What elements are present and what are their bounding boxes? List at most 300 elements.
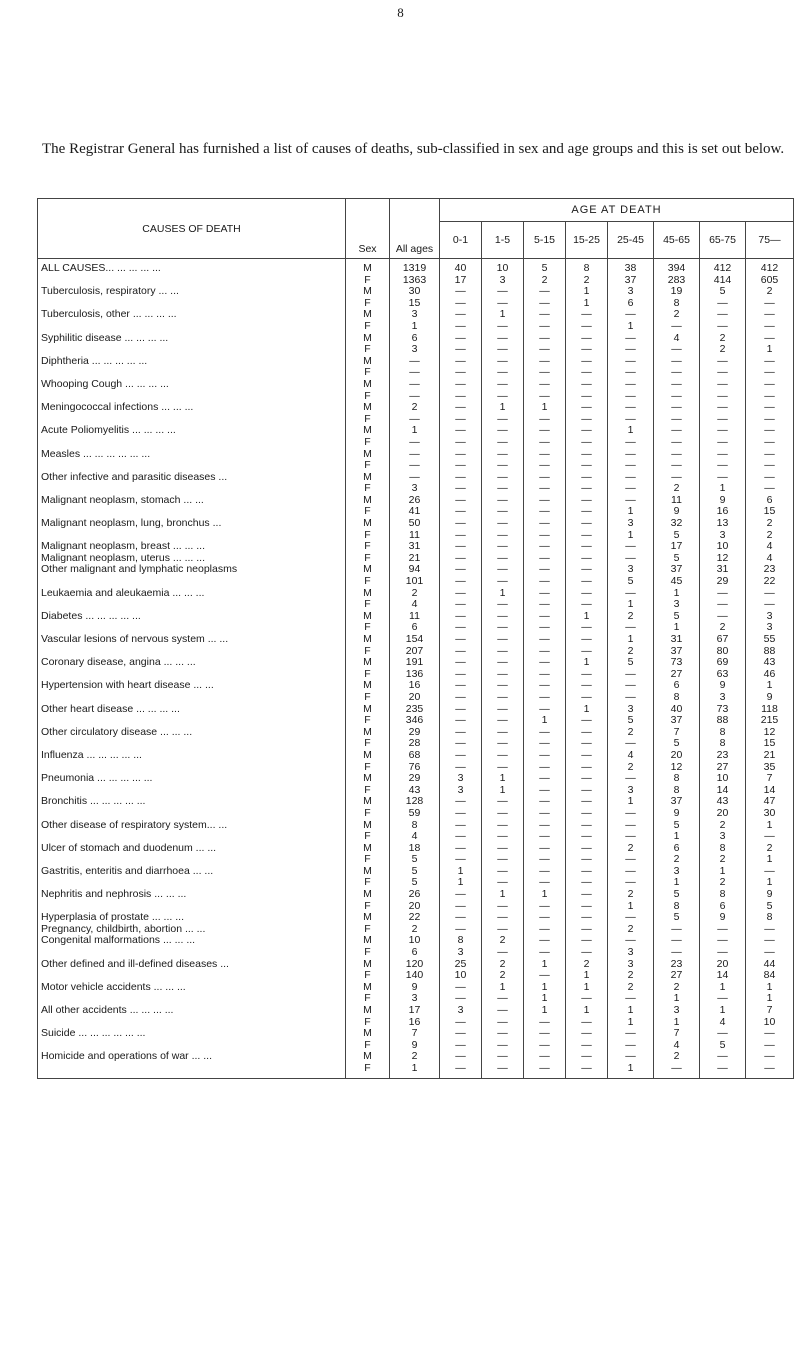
age-value-cell: 43 (700, 796, 746, 808)
age-value-cell: — (566, 634, 608, 646)
age-value-cell: — (524, 333, 566, 345)
cause-cell (38, 646, 346, 658)
cause-cell: Bronchitis ... ... ... ... ... (38, 796, 346, 808)
age-value-cell: — (608, 669, 654, 681)
age-value-cell: 10 (700, 773, 746, 785)
all-ages-cell: 4 (390, 831, 440, 843)
age-value-cell: — (654, 344, 700, 356)
age-value-cell: — (440, 622, 482, 634)
age-value-cell: 1 (746, 982, 794, 994)
age-value-cell: — (440, 541, 482, 553)
age-value-cell: 10 (482, 259, 524, 275)
cause-cell: Malignant neoplasm, breast ... ... ... (38, 541, 346, 553)
age-value-cell: 37 (654, 646, 700, 658)
age-value-cell: — (608, 692, 654, 704)
age-value-cell: 1 (566, 982, 608, 994)
age-value-cell: — (746, 1063, 794, 1078)
table-row (38, 1005, 794, 1017)
age-value-cell: 4 (654, 333, 700, 345)
age-value-cell: 37 (608, 275, 654, 287)
sex-cell: M (346, 982, 390, 994)
sex-cell: M (346, 634, 390, 646)
cause-cell (38, 1017, 346, 1029)
table-row (38, 808, 794, 820)
age-value-cell: — (746, 449, 794, 461)
age-value-cell: — (608, 622, 654, 634)
age-value-cell: — (700, 947, 746, 959)
cause-cell (38, 854, 346, 866)
header-age-col: 25-45 (608, 222, 654, 259)
age-value-cell: — (566, 483, 608, 495)
table-row (38, 344, 794, 356)
cause-cell: Motor vehicle accidents ... ... ... (38, 982, 346, 994)
sex-cell: M (346, 657, 390, 669)
age-value-cell: 15 (746, 738, 794, 750)
age-value-cell: — (566, 599, 608, 611)
sex-cell: M (346, 611, 390, 623)
age-value-cell: — (440, 843, 482, 855)
header-age-col: 15-25 (566, 222, 608, 259)
age-value-cell: — (524, 449, 566, 461)
sex-cell: F (346, 506, 390, 518)
sex-cell: F (346, 553, 390, 565)
age-value-cell: — (440, 982, 482, 994)
table-row (38, 982, 794, 994)
age-value-cell: — (566, 588, 608, 600)
age-value-cell: — (524, 820, 566, 832)
age-value-cell: 7 (746, 1005, 794, 1017)
age-value-cell: — (566, 935, 608, 947)
age-value-cell: 40 (440, 259, 482, 275)
table-row (38, 367, 794, 379)
age-value-cell: — (700, 1051, 746, 1063)
age-value-cell: — (482, 680, 524, 692)
age-value-cell: — (482, 692, 524, 704)
age-value-cell: — (440, 298, 482, 310)
age-value-cell: — (482, 750, 524, 762)
table-row (38, 634, 794, 646)
age-value-cell: — (524, 750, 566, 762)
age-value-cell: — (524, 947, 566, 959)
age-value-cell: 31 (654, 634, 700, 646)
age-value-cell: 47 (746, 796, 794, 808)
age-value-cell: 414 (700, 275, 746, 287)
age-value-cell: — (566, 901, 608, 913)
age-value-cell: — (440, 588, 482, 600)
age-value-cell: — (524, 506, 566, 518)
sex-cell: M (346, 333, 390, 345)
age-value-cell: 1 (524, 715, 566, 727)
all-ages-cell: 128 (390, 796, 440, 808)
all-ages-cell: 50 (390, 518, 440, 530)
age-value-cell: — (746, 935, 794, 947)
age-value-cell: — (440, 634, 482, 646)
cause-cell (38, 298, 346, 310)
sex-cell: M (346, 866, 390, 878)
age-value-cell: — (654, 947, 700, 959)
age-value-cell: — (482, 727, 524, 739)
table-row (38, 321, 794, 333)
all-ages-cell: 7 (390, 1028, 440, 1040)
age-value-cell: 1 (608, 901, 654, 913)
all-ages-cell: 120 (390, 959, 440, 971)
age-value-cell: — (746, 356, 794, 368)
cause-cell (38, 483, 346, 495)
age-value-cell: — (440, 576, 482, 588)
age-value-cell: — (524, 877, 566, 889)
age-value-cell: — (440, 738, 482, 750)
age-value-cell: 2 (746, 530, 794, 542)
age-value-cell: — (566, 738, 608, 750)
cause-cell: Diphtheria ... ... ... ... ... (38, 356, 346, 368)
table-row (38, 518, 794, 530)
cause-cell: Congenital malformations ... ... ... (38, 935, 346, 947)
table-row (38, 414, 794, 426)
table-row (38, 356, 794, 368)
table-row (38, 576, 794, 588)
table-row (38, 912, 794, 924)
age-value-cell: — (654, 460, 700, 472)
age-value-cell: 14 (700, 970, 746, 982)
age-value-cell: 2 (608, 611, 654, 623)
sex-cell: F (346, 738, 390, 750)
age-value-cell: — (566, 808, 608, 820)
age-value-cell: — (440, 924, 482, 936)
age-value-cell: — (524, 738, 566, 750)
all-ages-cell: 101 (390, 576, 440, 588)
sex-cell: F (346, 321, 390, 333)
age-value-cell: 3 (608, 704, 654, 716)
age-value-cell: 1 (524, 993, 566, 1005)
age-value-cell: 6 (654, 680, 700, 692)
table-row (38, 924, 794, 936)
age-value-cell: — (700, 367, 746, 379)
all-ages-cell: 1363 (390, 275, 440, 287)
age-value-cell: — (608, 541, 654, 553)
age-value-cell: — (566, 889, 608, 901)
age-value-cell: 23 (700, 750, 746, 762)
age-value-cell: 3 (608, 959, 654, 971)
age-value-cell: 4 (746, 553, 794, 565)
age-value-cell: 3 (746, 622, 794, 634)
sex-cell: M (346, 495, 390, 507)
age-value-cell: 412 (700, 259, 746, 275)
age-value-cell: — (524, 437, 566, 449)
table-row (38, 959, 794, 971)
all-ages-cell: 10 (390, 935, 440, 947)
age-value-cell: — (524, 912, 566, 924)
age-value-cell: — (524, 1051, 566, 1063)
age-value-cell: 283 (654, 275, 700, 287)
age-value-cell: 3 (654, 599, 700, 611)
age-value-cell: 1 (654, 622, 700, 634)
age-value-cell: — (482, 796, 524, 808)
table-row (38, 298, 794, 310)
cause-cell: Pregnancy, childbirth, abortion ... ... (38, 924, 346, 936)
age-value-cell: 45 (654, 576, 700, 588)
age-value-cell: — (566, 576, 608, 588)
age-value-cell: 1 (524, 982, 566, 994)
sex-cell: F (346, 391, 390, 403)
age-value-cell: — (566, 414, 608, 426)
age-value-cell: 9 (746, 692, 794, 704)
sex-cell: M (346, 680, 390, 692)
age-value-cell: — (482, 634, 524, 646)
table-row (38, 704, 794, 716)
age-value-cell: — (524, 483, 566, 495)
age-value-cell: — (482, 553, 524, 565)
table-row (38, 831, 794, 843)
age-value-cell: 1 (608, 796, 654, 808)
table-row (38, 275, 794, 287)
table-row (38, 309, 794, 321)
table-row (38, 785, 794, 797)
age-value-cell: — (746, 599, 794, 611)
cause-cell: Coronary disease, angina ... ... ... (38, 657, 346, 669)
sex-cell: F (346, 669, 390, 681)
age-value-cell: 1 (482, 402, 524, 414)
table-body (38, 259, 794, 1079)
age-value-cell: 1 (482, 773, 524, 785)
age-value-cell: — (524, 762, 566, 774)
age-value-cell: 9 (654, 506, 700, 518)
age-value-cell: 394 (654, 259, 700, 275)
age-value-cell: 1 (608, 599, 654, 611)
cause-cell: Other heart disease ... ... ... ... (38, 704, 346, 716)
table-row (38, 947, 794, 959)
age-value-cell: 8 (566, 259, 608, 275)
cause-cell: Meningococcal infections ... ... ... (38, 402, 346, 414)
age-value-cell: 3 (608, 286, 654, 298)
age-value-cell: 8 (654, 692, 700, 704)
age-value-cell: — (482, 541, 524, 553)
sex-cell: F (346, 622, 390, 634)
age-value-cell: 73 (700, 704, 746, 716)
cause-cell: Measles ... ... ... ... ... ... (38, 449, 346, 461)
age-value-cell: — (482, 1051, 524, 1063)
age-value-cell: — (524, 425, 566, 437)
cause-cell: Vascular lesions of nervous system ... ... (38, 634, 346, 646)
age-value-cell: — (440, 715, 482, 727)
age-value-cell: — (524, 796, 566, 808)
age-value-cell: — (746, 333, 794, 345)
sex-cell: F (346, 808, 390, 820)
all-ages-cell: 6 (390, 947, 440, 959)
sex-cell: F (346, 877, 390, 889)
all-ages-cell: 16 (390, 680, 440, 692)
table-row (38, 680, 794, 692)
sex-cell: F (346, 344, 390, 356)
header-age-col: 45-65 (654, 222, 700, 259)
age-value-cell: 10 (440, 970, 482, 982)
sex-cell: M (346, 750, 390, 762)
cause-cell (38, 530, 346, 542)
age-value-cell: 37 (654, 796, 700, 808)
age-value-cell: — (566, 843, 608, 855)
age-value-cell: — (440, 506, 482, 518)
age-value-cell: 15 (746, 506, 794, 518)
age-value-cell: — (700, 1063, 746, 1078)
table-row (38, 541, 794, 553)
cause-cell: Hyperplasia of prostate ... ... ... (38, 912, 346, 924)
age-value-cell: — (566, 727, 608, 739)
age-value-cell: 7 (654, 727, 700, 739)
cause-cell (38, 808, 346, 820)
age-value-cell: — (440, 901, 482, 913)
age-value-cell: 3 (746, 611, 794, 623)
age-value-cell: — (566, 506, 608, 518)
age-value-cell: 8 (654, 901, 700, 913)
age-value-cell: 16 (700, 506, 746, 518)
age-value-cell: — (654, 1063, 700, 1078)
age-value-cell: 5 (654, 611, 700, 623)
all-ages-cell: — (390, 449, 440, 461)
header-causes: CAUSES OF DEATH (38, 199, 346, 259)
sex-cell: M (346, 425, 390, 437)
age-value-cell: 2 (700, 344, 746, 356)
age-value-cell: 3 (608, 785, 654, 797)
age-value-cell: 27 (654, 669, 700, 681)
header-all-ages: All ages (390, 199, 440, 259)
age-value-cell: — (524, 924, 566, 936)
age-value-cell: 2 (746, 843, 794, 855)
all-ages-cell: 26 (390, 889, 440, 901)
sex-cell: F (346, 367, 390, 379)
age-value-cell: — (566, 1028, 608, 1040)
age-value-cell: 2 (608, 646, 654, 658)
age-value-cell: — (440, 391, 482, 403)
age-value-cell: — (746, 321, 794, 333)
age-value-cell: 69 (700, 657, 746, 669)
header-age-col: 75— (746, 222, 794, 259)
age-value-cell: — (482, 866, 524, 878)
sex-cell: F (346, 831, 390, 843)
age-value-cell: — (482, 657, 524, 669)
table-row (38, 1028, 794, 1040)
age-value-cell: 25 (440, 959, 482, 971)
age-value-cell: — (566, 472, 608, 484)
all-ages-cell: — (390, 367, 440, 379)
age-value-cell: 17 (654, 541, 700, 553)
age-value-cell: — (440, 912, 482, 924)
age-value-cell: — (440, 704, 482, 716)
sex-cell: M (346, 379, 390, 391)
table-row (38, 286, 794, 298)
age-value-cell: — (440, 309, 482, 321)
age-value-cell: — (524, 692, 566, 704)
age-value-cell: — (440, 796, 482, 808)
cause-cell: Acute Poliomyelitis ... ... ... ... (38, 425, 346, 437)
table-row (38, 564, 794, 576)
age-value-cell: — (608, 738, 654, 750)
all-ages-cell: 207 (390, 646, 440, 658)
all-ages-cell: 21 (390, 553, 440, 565)
age-value-cell: — (440, 460, 482, 472)
all-ages-cell: 59 (390, 808, 440, 820)
age-value-cell: 1 (482, 982, 524, 994)
cause-cell: Other infective and parasitic diseases ... (38, 472, 346, 484)
age-value-cell: — (524, 1017, 566, 1029)
page-number: 8 (397, 5, 404, 20)
age-value-cell: — (524, 391, 566, 403)
age-value-cell: — (566, 773, 608, 785)
cause-cell (38, 506, 346, 518)
age-value-cell: — (654, 356, 700, 368)
age-value-cell: 13 (700, 518, 746, 530)
age-value-cell: 5 (654, 553, 700, 565)
age-value-cell: — (566, 866, 608, 878)
age-value-cell: 2 (608, 762, 654, 774)
header-age-col: 1-5 (482, 222, 524, 259)
age-value-cell: — (654, 935, 700, 947)
age-value-cell: — (566, 715, 608, 727)
age-value-cell: — (440, 553, 482, 565)
sex-cell: M (346, 402, 390, 414)
age-value-cell: — (482, 993, 524, 1005)
age-value-cell: 8 (654, 773, 700, 785)
table-row (38, 588, 794, 600)
age-value-cell: — (524, 657, 566, 669)
age-value-cell: — (524, 646, 566, 658)
cause-cell: Tuberculosis, other ... ... ... ... (38, 309, 346, 321)
age-value-cell: — (608, 344, 654, 356)
age-value-cell: — (440, 657, 482, 669)
age-value-cell: 5 (700, 1040, 746, 1052)
age-value-cell: 8 (654, 298, 700, 310)
age-value-cell: — (482, 715, 524, 727)
age-value-cell: 5 (654, 889, 700, 901)
age-value-cell: 1 (440, 877, 482, 889)
age-value-cell: — (608, 820, 654, 832)
age-value-cell: 1 (654, 993, 700, 1005)
all-ages-cell: 20 (390, 692, 440, 704)
age-value-cell: — (482, 414, 524, 426)
intro-paragraph: The Registrar General has furnished a list of causes of deaths, sub-classified in sex and age groups and this is set out below. (42, 141, 785, 157)
age-value-cell: — (482, 356, 524, 368)
table-row (38, 495, 794, 507)
all-ages-cell: 3 (390, 483, 440, 495)
age-value-cell: — (524, 831, 566, 843)
age-value-cell: 20 (654, 750, 700, 762)
age-value-cell: — (482, 820, 524, 832)
age-value-cell: — (700, 437, 746, 449)
age-value-cell: — (566, 460, 608, 472)
sex-cell: F (346, 970, 390, 982)
age-value-cell: 5 (700, 286, 746, 298)
age-value-cell: 2 (654, 309, 700, 321)
age-value-cell: 1 (482, 889, 524, 901)
age-value-cell: — (746, 298, 794, 310)
cause-cell: Malignant neoplasm, stomach ... ... (38, 495, 346, 507)
age-value-cell: — (482, 576, 524, 588)
age-value-cell: — (440, 1017, 482, 1029)
age-value-cell: — (566, 912, 608, 924)
causes-of-death-table (37, 198, 794, 1079)
age-value-cell: 2 (654, 1051, 700, 1063)
age-value-cell: 9 (700, 680, 746, 692)
cause-cell (38, 599, 346, 611)
age-value-cell: — (566, 947, 608, 959)
sex-cell: F (346, 530, 390, 542)
age-value-cell: 73 (654, 657, 700, 669)
age-value-cell: 3 (440, 1005, 482, 1017)
all-ages-cell: 3 (390, 993, 440, 1005)
age-value-cell: 2 (700, 820, 746, 832)
all-ages-cell: 2 (390, 1051, 440, 1063)
sex-cell: F (346, 275, 390, 287)
all-ages-cell: — (390, 391, 440, 403)
age-value-cell: — (524, 808, 566, 820)
